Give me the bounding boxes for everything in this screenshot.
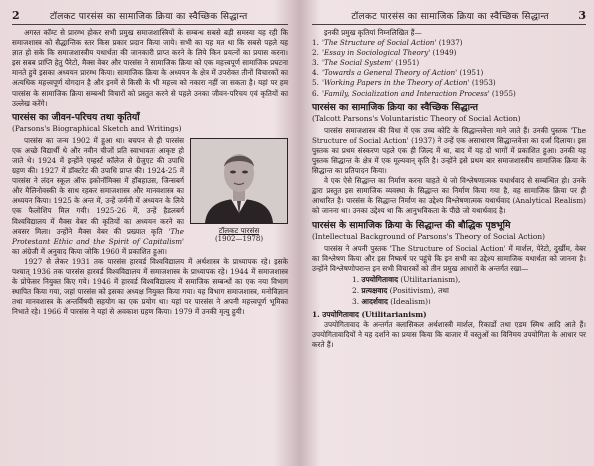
left-page-number: 2 bbox=[12, 8, 20, 22]
utilitarianism-paragraph: उपयोगितावाद के अन्तर्गत क्लासिकल अर्थशास्त्री मार्शल, रिकार्डो तथा एडम स्मिथ आदि आते हैं। उपयोगितावादियों ने यह दर्शाने का प्रयास किया कि बाजार में वस्तुओं का विनिमय उपयोगिता के आधार पर करते हैं। bbox=[312, 319, 586, 349]
left-running-title: टॉलकट पारसंस का सामाजिक क्रिया का स्वैच्छिक सिद्धान्त bbox=[50, 11, 248, 22]
utilitarianism-heading: 1. उपयोगितावाद (Utilitarianism) bbox=[312, 309, 427, 319]
portrait-photo bbox=[190, 138, 288, 224]
background-subheading: (Intellectual Background of Parsons's Theory of Social Action) bbox=[312, 231, 545, 241]
bio-paragraph-1-text: पारसंस का जन्म 1902 में हुआ था। बचपन से ही पारसंस एक अच्छे विद्यार्थी थे और नवीन चीजों प्रति स्वाभावतः आकृष्ट हो जाते थे। 1924 में इन्होंने एम्हर्स्ट कॉलेज से ग्रेजुएट की उपाधि ग्रहण की। 1927 में डॉक्टरेट की उपाधि प्राप्त की। 1924-25 में पारसंस ने लंदन स्कूल ऑफ इकोनॉमिक्स में हॉबहाउस, जिन्सबर्ग और मैलिनोवस्की के साथ रहकर समाजशास्त्र और मानवशास्त्र का अध्ययन किया। 1925 के अन्त में, उन्हें जर्मनी में अध्ययन के लिये एक फैलोशिप मिल गयी। 1925-26 में, उन्हें हैडलबर्ग विश्वविद्यालय में मैक्स वेबर की कृतियों का अध्ययन करने का अवसर मिला। उन्होंने मैक्स वेबर की प्रख्यात कृति bbox=[12, 135, 184, 236]
works-item: 5. 'Working Papers in the Theory of Action' (1953) bbox=[312, 78, 496, 88]
background-heading: पारसंस के सामाजिक क्रिया के सिद्धान्त की बौद्धिक पृष्ठभूमि bbox=[312, 219, 511, 231]
theory-paragraph-2: वे एक ऐसे सिद्धान्त का निर्माण करना चाहते थे जो विश्लेषणात्मक यथार्थवाद से सम्बन्धित हो। उनके द्वारा प्रस्तुत इस सामाजिक व्यवस्था के सिद्धान्त का निर्माण किया गया है, वह सामाजिक क्रिया पर ही आधारित है। पारसंस के सिद्धान्त निर्माण का उद्देश्य विश्लेषणात्मक यथार्थवाद (Analytical Realism) को जानना था। उनका उद्देश्य था कि आनुभविकता के पीछे जो यथार्थवाद है। bbox=[312, 176, 586, 216]
portrait-figure bbox=[190, 138, 288, 244]
intro-paragraph: अगस्त कॉम्ट से प्रारम्भ होकर सभी प्रमुख समाजशास्त्रियों के सम्बन्ध सबसे बड़ी समस्या यह रही कि समाजशास्त्र को सैद्धान्तिक स्तर किस प्रकार प्रदान किया जाये। सभी का यह मत था कि सबसे पहले यह ज्ञात हो सके कि समाजशास्त्रीय यथार्थता की जानकारी प्राप्त करने के लिये किन प्रयत्नों का प्रयास करना। इस सबब प्राप्ति हेतु पैरेटो, मैक्स वेबर और पारसंस ने सामाजिक क्रिया को एक महत्त्वपूर्ण सामाजिक प्रघटना मानते हुये इसका अध्ययन प्रारम्भ किया। सामाजिक क्रिया के अध्ययन के क्षेत्र में उपरोक्त तीनों विचारकों का अत्यधिक महत्त्वपूर्ण योगदान है और इनमें से किसी के भी महत्त्व को नकारा नहीं जा सकता है। यहां पर हम पारसंस के सामाजिक क्रिया सम्बन्धी विचारों को प्रस्तुत करने से पहले उनका जीवन-परिचय एवं कृतियों का उल्लेख करेंगे। bbox=[12, 28, 288, 108]
frameworks-list bbox=[312, 274, 586, 307]
theory-heading: पारसंस का सामाजिक क्रिया का स्वैच्छिक सिद्धान्त bbox=[312, 101, 479, 113]
portrait-name: टॉलकट पारसंस bbox=[218, 225, 260, 235]
framework-item: 2. प्रत्यक्षवाद (Positivism), तथा bbox=[352, 285, 449, 295]
portrait-years: (1902—1978) bbox=[214, 234, 264, 243]
works-intro: इनकी प्रमुख कृतियां निम्नलिखित हैं— bbox=[324, 28, 422, 37]
framework-item: 3. आदर्शवाद (Idealism)। bbox=[352, 296, 431, 306]
protestant-ethic-title: 'The Protestant Ethic and the Spirit of Capitalism' bbox=[12, 226, 184, 246]
works-item: 1. 'The Structure of Social Action' (1937) bbox=[312, 38, 463, 48]
works-item: 6. 'Family, Socialization and Interaction Process' (1955) bbox=[312, 88, 516, 98]
left-page-header bbox=[12, 6, 288, 25]
right-page-header bbox=[312, 6, 586, 25]
portrait-illustration bbox=[191, 139, 287, 223]
portrait-caption bbox=[190, 226, 288, 244]
works-item: 2. 'Essay in Sociological Theory' (1949) bbox=[312, 48, 457, 58]
theory-paragraph-1: पारसंस समाजशास्त्र की विधा में एक उच्च कोटि के सिद्धान्तवेत्ता माने जाते हैं। उनकी पुस्तक 'The Structure of Social Action' (1937) ने उन्हें एक असाधारण सिद्धान्तवेत्ता का दर्जा दिलाया। इस पुस्तक का प्रथम संस्करण पहले एक ही जिल्द में था, बाद में यह दो भागों में प्रकाशित हुआ। उनकी यह पुस्तक सिद्धान्त के क्षेत्र में एक मूल्यवान् कृति है। उन्होंने इसे प्रथम बार समाजशास्त्रीय सामाजिक क्रिया के सिद्धान्त का प्रतिपादन किया। bbox=[312, 125, 586, 176]
works-item: 3. 'The Social System' (1951) bbox=[312, 58, 420, 68]
right-running-title: टॉलकट पारसंस का सामाजिक क्रिया का स्वैच्छिक सिद्धान्त bbox=[351, 11, 549, 22]
right-page bbox=[300, 0, 594, 466]
framework-item: 1. उपयोगितावाद (Utilitarianism), bbox=[352, 274, 461, 284]
background-paragraph: पारसंस ने अपनी पुस्तक 'The Structure of Social Action' में मार्शल, पेरेटो, दुर्खीम, वेबर का विश्लेषण किया और इस निष्कर्ष पर पहुंचे कि इन सभी का उद्देश्य सामाजिक यथार्थता को जानना है। उन्होंने विश्लेषणोपरान्त इन सभी विचारकों को तीन प्रमुख आधारों के अन्तर्गत रखा— bbox=[312, 243, 586, 273]
right-page-number: 3 bbox=[578, 8, 586, 22]
bio-subheading: (Parsons's Biographical Sketch and Writings) bbox=[12, 123, 182, 133]
left-page bbox=[0, 0, 296, 466]
works-item: 4. 'Towards a General Theory of Action' (1951) bbox=[312, 68, 484, 78]
bio-heading: पारसंस का जीवन-परिचय तथा कृतियाँ bbox=[12, 111, 140, 123]
bio-paragraph-1-tail: का अंग्रेजी में अनुवाद किया जोकि 1960 में प्रकाशित हुआ। bbox=[12, 246, 167, 256]
bio-paragraph-2: 1927 से लेकर 1931 तक पारसंस हारवर्ड विश्वविद्यालय में अर्थशास्त्र के प्राध्यापक रहे। इसके पश्चात् 1936 तक पारसंस हारवर्ड विश्वविद्यालय में समाजशास्त्र के प्राध्यापक रहे। 1944 में समाजशास्त्र के प्रोफेसर नियुक्त किए गये। 1946 में हारवर्ड विश्वविद्यालय में समाजिक सम्बन्धों का एक नया विभाग स्थापित किया गया, जहां पारसंस को इसका अध्यक्ष नियुक्त किया गया। यह विभाग समाजशास्त्र, मनोविज्ञान तथा मानवशास्त्र के अन्तर्विषयी सहयोग का एक प्रयोग था। यहां पर पारसंस ने अपनी महत्त्वपूर्ण भूमिका निभाते रहे। 1966 में पारसंस ने यहां से अवकाश ग्रहण किया। 1979 में उनकी मृत्यु हुयी। bbox=[12, 256, 288, 317]
theory-subheading: (Talcott Parsons's Voluntaristic Theory of Social Action) bbox=[312, 113, 521, 123]
works-list bbox=[312, 38, 586, 99]
